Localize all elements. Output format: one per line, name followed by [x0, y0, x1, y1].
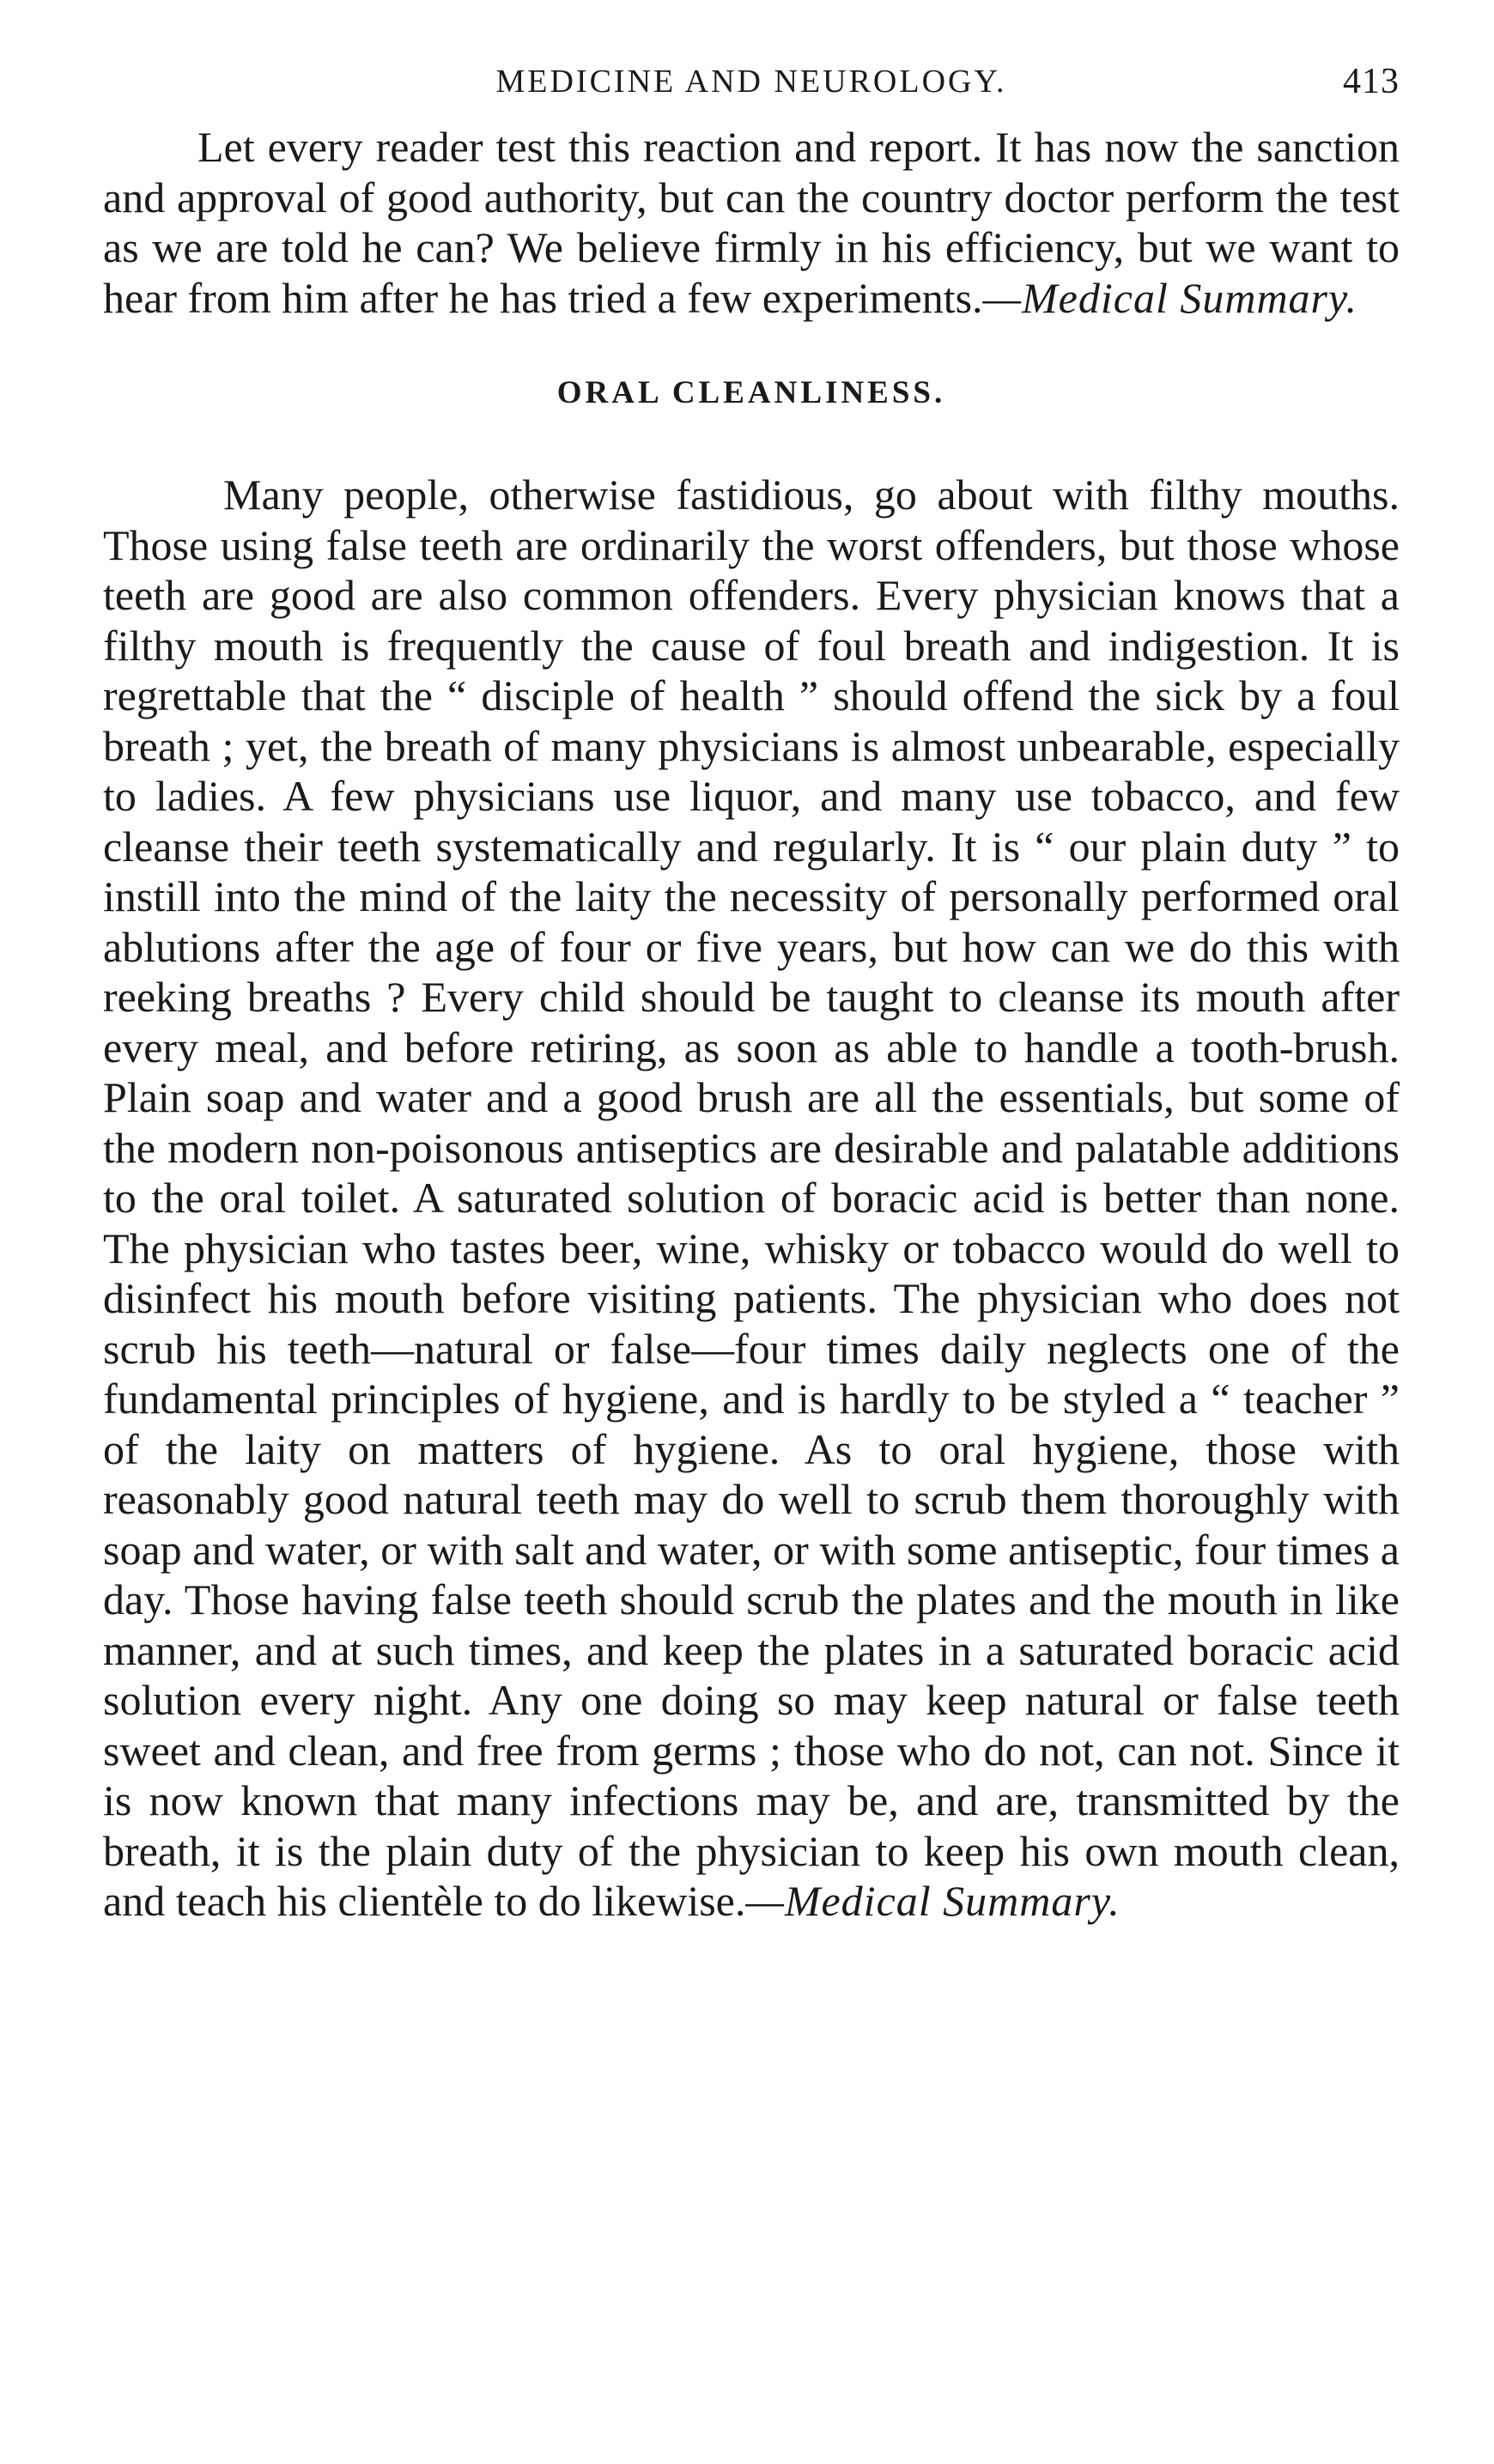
- section-heading: ORAL CLEANLINESS.: [556, 375, 946, 410]
- book-page: [103, 52, 1400, 1927]
- page-number: 413: [1343, 62, 1400, 101]
- source-citation: —Medical Summary.: [745, 1877, 1120, 1925]
- paragraph-text: Let every reader test this reaction and report. It has now the sanction and approval of good authority, but can the country doctor perform the test as we are told he can? We believe firmly in his efficiency, but we want to hear from him after he has tried a few experiments.: [103, 123, 1400, 322]
- source-citation: —Medical Summary.: [982, 273, 1357, 322]
- running-head: [103, 52, 1400, 112]
- paragraph-text: Many people, otherwise fastidious, go about with filthy mouths. Those using false teeth are ordinarily the worst offenders, but those whose teeth are good are also common offenders. Every physician knows that a filthy mouth is frequently the cause of foul breath and indigestion. It is regrettable that the “ disciple of health ” should offend the sick by a foul breath ; yet, the breath of many physicians is almost unbearable, especially to ladies. A few physicians use liquor, and many use tobacco, and few cleanse their teeth systematically and regularly. It is “ our plain duty ” to instill into the mind of the laity the necessity of personally performed oral ablutions after the age of four or five years, but how can we do this with reeking breaths ? Every child should be taught to cleanse its mouth after every meal, and before retiring, as soon as able to handle a tooth-brush. Plain soap and water and a good brush are all the essentials, but some of the modern non-poisonous antiseptics are desirable and palatable additions to the oral toilet. A saturated solution of boracic acid is better than none. The physician who tastes beer, wine, whisky or tobacco would do well to disinfect his mouth before visiting patients. The physician who does not scrub his teeth—natural or false—four times daily neglects one of the fundamental principles of hygiene, and is hardly to be styled a “ teacher ” of the laity on matters of hygiene. As to oral hygiene, those with reasonably good natural teeth may do well to scrub them thoroughly with soap and water, or with salt and water, or with some antiseptic, four times a day. Those having false teeth should scrub the plates and the mouth in like manner, and at such times, and keep the plates in a saturated boracic acid solution every night. Any one doing so may keep natural or false teeth sweet and clean, and free from germs ; those who do not, can not. Since it is now known that many infections may be, and are, transmitted by the breath, it is the plain duty of the physician to keep his own mouth clean, and teach his clientèle to do likewise.: [103, 470, 1400, 1925]
- running-head-title: MEDICINE AND NEUROLOGY.: [495, 64, 1007, 100]
- paragraph-reaction-test: [103, 122, 1400, 323]
- paragraph-oral-cleanliness: [103, 470, 1400, 1927]
